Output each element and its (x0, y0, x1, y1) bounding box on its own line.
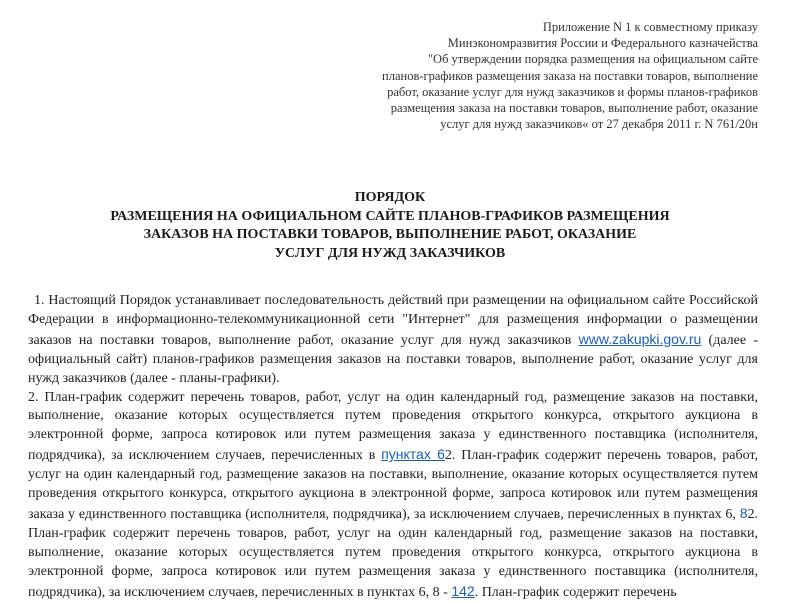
paragraph-text: 2. План-график содержит перечень товаров, работ, услуг на один календарный год, размещение заказов на поставки, выполнение, оказание которых осуществляется путем проведения открытого конкурса, открытого аукциона в электронной форме, запроса котировок или путем размещения заказа у единственного поставщика (исполнителя, подрядчика), за исключением случаев, перечисленных в (28, 389, 758, 464)
document-body (28, 292, 758, 603)
appendix-header (338, 19, 758, 132)
appendix-line: "Об утверждении порядка размещения на официальном сайте (427, 52, 758, 67)
title-line: ПОРЯДОК (354, 190, 426, 205)
title-line: УСЛУГ ДЛЯ НУЖД ЗАКАЗЧИКОВ (274, 245, 506, 261)
paragraph-text: (далее - официальный сайт) планов-графиков размещения заказов на поставки товаров, выполнение работ, оказание услуг для нужд заказчиков (далее - планы-графики). (28, 332, 758, 386)
punkt-8-link[interactable]: 8 (739, 504, 748, 521)
paragraph-text: 2. План-график содержит перечень товаров, работ, услуг на один календарный год, размещение заказов на поставки, выполнение, оказание которых осуществляется путем проведения открытого конкурса, открытого аукциона в электронной форме, запроса котировок или путем размещения заказа у единственного поставщика (исполнителя, подрядчика), за исключением случаев, перечисленных в пунктах 6, 8 - (28, 506, 758, 600)
appendix-line: планов-графиков размещения заказа на поставки товаров, выполнение (382, 68, 758, 83)
paragraph-text: 2. План-график содержит перечень товаров, работ, услуг на один календарный год, размещение заказов на поставки, выполнение, оказание которых осуществляется путем проведения открытого конкурса, открытого аукциона в электронной форме, запроса котировок или путем размещения заказа у единственного поставщика (исполнителя, подрядчика), за исключением случаев, перечисленных в пунктах 6, (28, 448, 758, 522)
paragraph-2 (28, 389, 758, 603)
appendix-line: работ, оказание услуг для нужд заказчиков и формы планов-графиков (387, 84, 758, 99)
zakupki-link[interactable]: www.zakupki.gov.ru (578, 330, 702, 347)
title-line: РАЗМЕЩЕНИЯ НА ОФИЦИАЛЬНОМ САЙТЕ ПЛАНОВ-ГРАФИКОВ РАЗМЕЩЕНИЯ (110, 208, 670, 224)
punkt-142-link[interactable]: 142 (451, 582, 475, 599)
paragraph-text: 1. Настоящий Порядок устанавливает последовательность действий при размещении на официальном сайте Российской Федерации в информационно-телекоммуникационной сети "Интернет" для размещения информации о размещении заказов на поставки товаров, выполнение работ, оказание услуг для нужд заказчиков (28, 293, 758, 348)
paragraph-text: . План-график содержит перечень (474, 584, 677, 600)
appendix-line: услуг для нужд заказчиков« от 27 декабря 2011 г. N 761/20н (440, 117, 758, 132)
punkt-6-link[interactable]: пунктах 6 (381, 446, 445, 463)
appendix-line: размещения заказа на поставки товаров, выполнение работ, оказание (390, 101, 758, 116)
document-title (60, 189, 720, 263)
paragraph-1 (28, 292, 758, 389)
title-line: ЗАКАЗОВ НА ПОСТАВКИ ТОВАРОВ, ВЫПОЛНЕНИЕ РАБОТ, ОКАЗАНИЕ (143, 227, 637, 242)
appendix-line: Приложение N 1 к совместному приказу (542, 20, 758, 34)
appendix-line: Минэкономразвития России и Федерального казначейства (447, 36, 758, 51)
